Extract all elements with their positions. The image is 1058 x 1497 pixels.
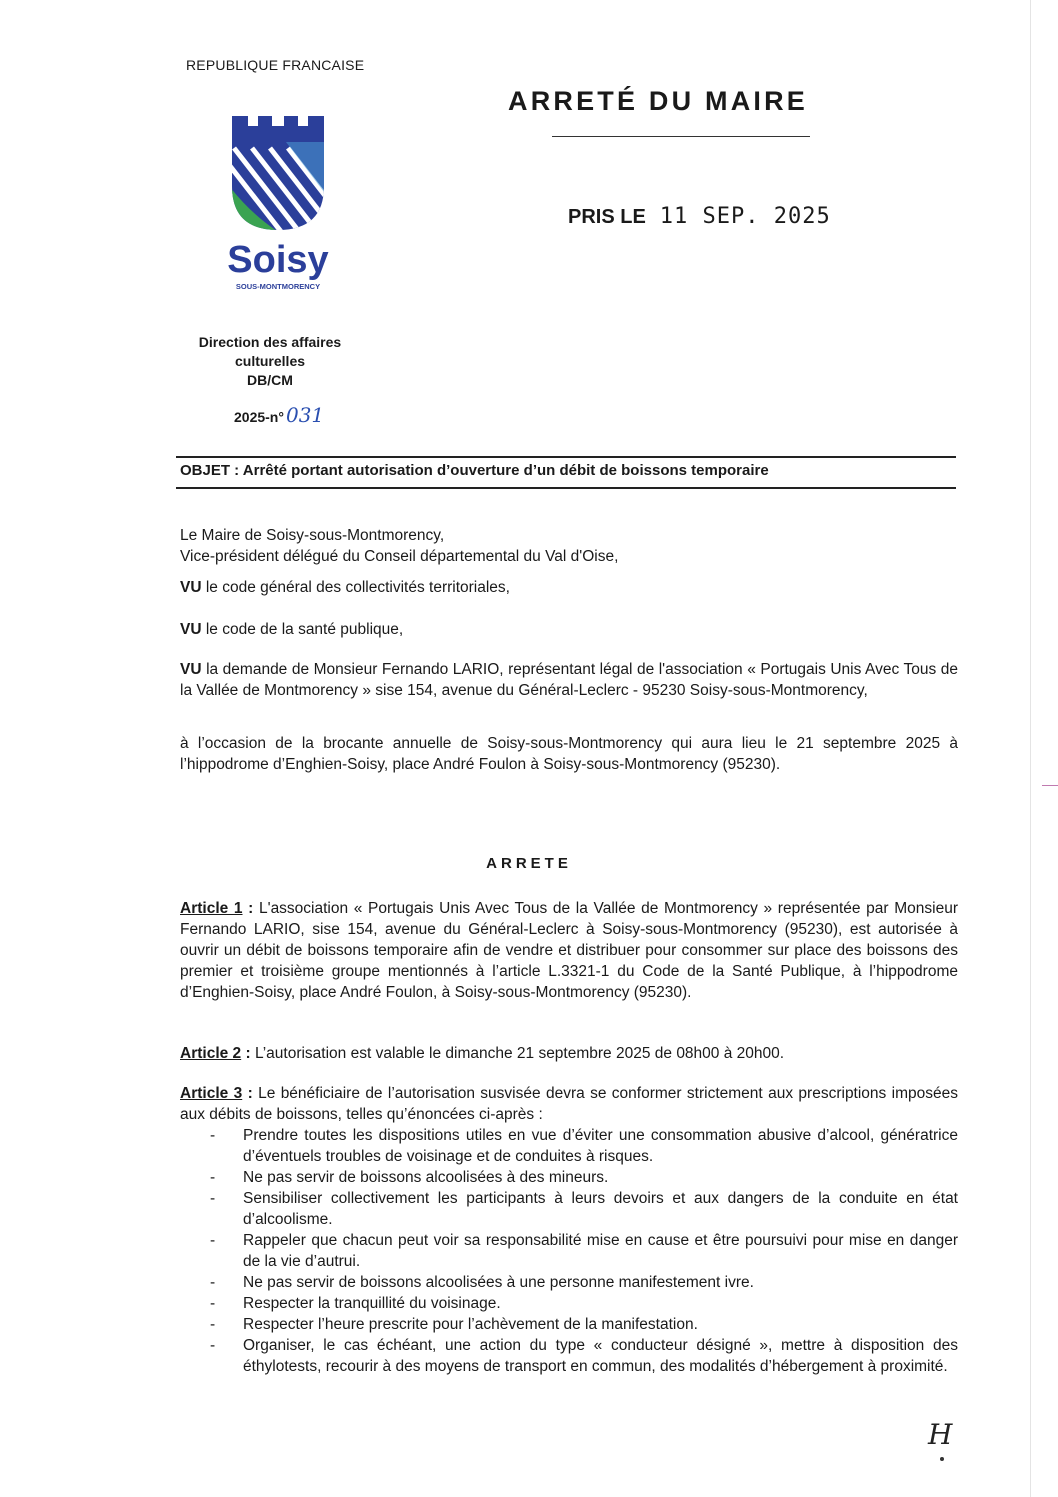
department-line-2: culturelles — [234, 353, 306, 369]
article-1-text: L'association « Portugais Unis Avec Tous de la Vallée de Montmorency » représentée par Monsieur Fernando LARIO, sise 154, avenue du Général-Leclerc à Soisy-sous-Montmorency (95230), est autorisée à ouvrir un débit de boissons temporaire afin de vendre et distribuer pour consommer sur place des boissons des premier et troisième groupe mentionnés à l’article L.3321-1 du Code de la Santé Publique, à l’hippodrome d’Enghien-Soisy, place André Foulon, à Soisy-sous-Montmorency (95230). — [180, 900, 958, 1001]
decree-number-handwritten: 031 — [285, 403, 325, 427]
ink-dot — [940, 1457, 944, 1461]
decree-number — [234, 403, 324, 427]
title-underline — [552, 136, 810, 137]
country-header: REPUBLIQUE FRANCAISE — [186, 57, 365, 73]
article-2-text: L’autorisation est valable le dimanche 21 septembre 2025 de 08h00 à 20h00. — [254, 1045, 785, 1062]
article-1-label: Article 1 — [180, 900, 243, 917]
list-item: - Ne pas servir de boissons alcoolisées à des mineurs. — [210, 1167, 958, 1188]
list-item: - Rappeler que chacun peut voir sa responsabilité mise en cause et être poursuivi pour mise en danger de la vie d’autrui. — [210, 1230, 958, 1272]
arrete-heading: ARRETE — [486, 855, 572, 872]
handwritten-initials: H — [928, 1418, 953, 1451]
date-stamp-label: PRIS LE — [568, 206, 646, 228]
vu-keyword: VU — [180, 661, 202, 678]
occasion-paragraph: à l’occasion de la brocante annuelle de Soisy-sous-Montmorency qui aura lieu le 21 septembre 2025 à l’hippodrome d’Enghien-Soisy, place André Foulon à Soisy-sous-Montmorency (95230). — [180, 735, 958, 773]
list-item: - Sensibiliser collectivement les participants à leurs devoirs et aux dangers de la conduite en état d’alcoolisme. — [210, 1188, 958, 1230]
article-1: Article 1 : L'association « Portugais Unis Avec Tous de la Vallée de Montmorency » représentée par Monsieur Fernando LARIO, sise 154, avenue du Général-Leclerc à Soisy-sous-Montmorency (95230), est autorisée à ouvrir un débit de boissons temporaire afin de vendre et distribuer pour consommer sur place des boissons des premier et troisième groupe mentionnés à l’article L.3321-1 du Code de la Santé Publique, à l’hippodrome d’Enghien-Soisy, place André Foulon, à Soisy-sous-Montmorency (95230). — [180, 900, 958, 1001]
preamble-intro — [180, 525, 958, 567]
scan-margin-mark — [1042, 785, 1058, 786]
soisy-crest-icon — [226, 112, 330, 294]
article-3-label: Article 3 — [180, 1085, 243, 1102]
vu-clause-2 — [180, 619, 958, 640]
date-stamp — [568, 204, 831, 229]
list-item: - Organiser, le cas échéant, une action du type « conducteur désigné », mettre à disposition des éthylotests, recourir à des moyens de transport en commun, des modalités d’hébergement à proximité. — [210, 1335, 958, 1377]
document-title: ARRETÉ DU MAIRE — [508, 86, 809, 116]
article-3-list — [210, 1125, 958, 1377]
decree-number-label: 2025-n° — [234, 409, 284, 425]
list-item: - Prendre toutes les dispositions utiles en vue d’éviter une consommation abusive d’alcool, génératrice d’éventuels troubles de voisinage et de conduites à risques. — [210, 1125, 958, 1167]
logo-subtitle: SOUS-MONTMORENCY — [235, 282, 321, 291]
intro-line-1: Le Maire de Soisy-sous-Montmorency, — [180, 527, 445, 544]
list-item: - Ne pas servir de boissons alcoolisées à une personne manifestement ivre. — [210, 1272, 958, 1293]
objet-line: OBJET : Arrêté portant autorisation d’ouverture d’un débit de boissons temporaire — [180, 462, 769, 479]
intro-line-2: Vice-président délégué du Conseil départemental du Val d'Oise, — [180, 548, 619, 565]
article-2-label: Article 2 — [180, 1045, 242, 1062]
vu-clause-2-text: le code de la santé publique, — [205, 621, 404, 638]
department-line-1: Direction des affaires — [198, 334, 342, 350]
department-block — [180, 333, 360, 390]
list-item: - Respecter l’heure prescrite pour l’achèvement de la manifestation. — [210, 1314, 958, 1335]
vu-clause-1 — [180, 577, 958, 598]
vu-clause-3-text: la demande de Monsieur Fernando LARIO, représentant légal de l'association « Portugais Unis Avec Tous de la Vallée de Montmorency » sise 154, avenue du Général-Leclerc - 95230 Soisy-sous-Montmorency, — [180, 661, 958, 699]
soisy-logo — [226, 112, 330, 294]
list-item: - Respecter la tranquillité du voisinage. — [210, 1293, 958, 1314]
vu-keyword: VU — [180, 579, 202, 596]
article-3: Article 3 : Le bénéficiaire de l’autorisation susvisée devra se conformer strictement aux prescriptions imposées aux débits de boissons, telles qu’énoncées ci-après : — [180, 1085, 958, 1123]
vu-keyword: VU — [180, 621, 202, 638]
date-stamp-value: 11 SEP. 2025 — [659, 204, 831, 229]
article-2: Article 2 : L’autorisation est valable le dimanche 21 septembre 2025 de 08h00 à 20h00. — [180, 1045, 785, 1062]
vu-clause-1-text: le code général des collectivités territoriales, — [205, 579, 510, 596]
department-code: DB/CM — [247, 372, 293, 388]
logo-wordmark: Soisy — [227, 239, 329, 281]
article-3-text: Le bénéficiaire de l’autorisation susvisée devra se conformer strictement aux prescriptions imposées aux débits de boissons, telles qu’énoncées ci-après : — [180, 1085, 958, 1123]
scan-edge-line — [1030, 0, 1031, 1497]
vu-clause-3 — [180, 659, 958, 701]
